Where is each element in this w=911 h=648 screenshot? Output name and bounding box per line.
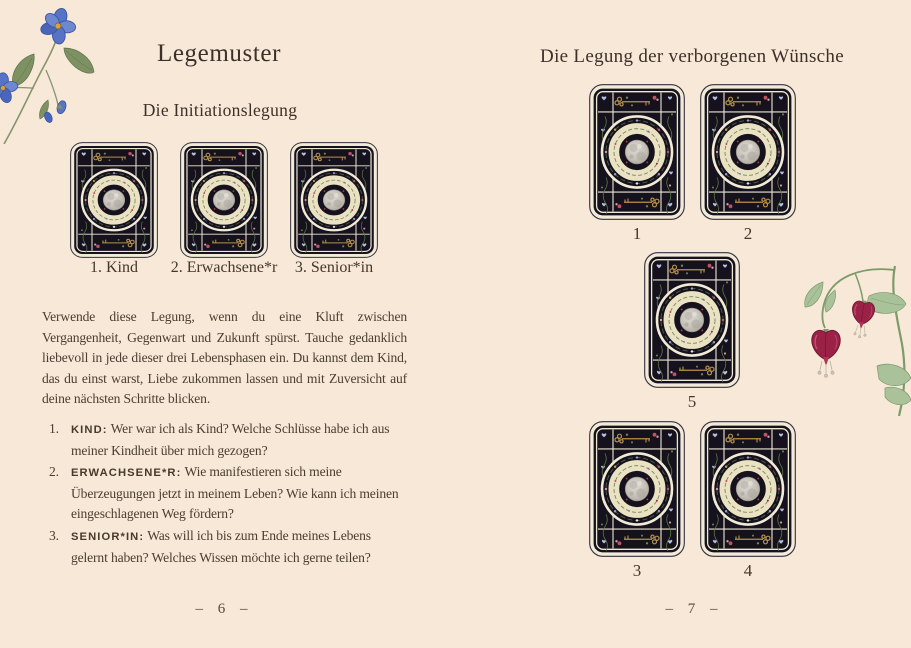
card-label-senior: 3. Senior*in bbox=[294, 259, 374, 276]
page-title: Legemuster bbox=[156, 40, 281, 67]
position-number-5: 5 bbox=[687, 392, 697, 411]
question-term: SENIOR*IN: bbox=[71, 530, 145, 543]
initiation-cards-row bbox=[70, 142, 378, 258]
wishes-card-3 bbox=[589, 421, 685, 557]
question-item-kind bbox=[42, 419, 408, 461]
card-label-erwachsene: 2. Erwachsene*r bbox=[170, 259, 278, 276]
violet-flower bbox=[39, 7, 76, 45]
question-number: 2. bbox=[49, 464, 59, 480]
position-number-4: 4 bbox=[743, 561, 753, 580]
question-item-senior bbox=[42, 526, 408, 568]
question-text: Wer war ich als Kind? Welche Schlüsse habe ich aus meiner Kindheit über mich gezogen? bbox=[71, 421, 390, 458]
question-term: ERWACHSENE*R: bbox=[71, 467, 182, 480]
wishes-card-1 bbox=[589, 84, 685, 220]
tarot-card-back-kind bbox=[70, 142, 158, 258]
wishes-card-5 bbox=[644, 252, 740, 388]
tarot-card-back-senior bbox=[290, 142, 378, 258]
violets-illustration bbox=[0, 0, 116, 144]
bleeding-heart-illustration bbox=[799, 266, 911, 416]
question-term: KIND: bbox=[71, 424, 108, 436]
questions-list bbox=[42, 419, 408, 569]
page-number-right: – 7 – bbox=[665, 601, 719, 617]
wishes-card-4 bbox=[700, 421, 796, 557]
spread-title-wishes: Die Legung der verborgenen Wünsche bbox=[540, 46, 844, 67]
intro-paragraph: Verwende diese Legung, wenn du eine Kluft zwischen Vergangenheit, Gegenwart und Zukunft spürst. Tauche gedanklich liebevoll in jede dieser drei Lebensphasen ein. Du kannst dem Kind, das du einst warst, Liebe zukommen lassen und mit Zuversicht auf deine nächsten Schritte blicken. bbox=[42, 309, 407, 407]
page-number-left: – 6 – bbox=[195, 601, 249, 617]
tarot-card-back-erwachsene bbox=[180, 142, 268, 258]
question-text: Wie manifestieren sich meine Überzeugungen jetzt in meinem Leben? Wie kann ich meinen eingeschlagenen Weg fördern? bbox=[71, 464, 399, 522]
card-label-kind: 1. Kind bbox=[90, 259, 138, 276]
question-number: 1. bbox=[49, 421, 59, 436]
card-labels-row bbox=[59, 259, 389, 277]
spread-title-initiation: Die Initiationslegung bbox=[142, 100, 298, 120]
wishes-card-2 bbox=[700, 84, 796, 220]
position-number-3: 3 bbox=[632, 561, 642, 580]
position-number-1: 1 bbox=[632, 224, 642, 243]
question-item-erwachsene bbox=[42, 462, 408, 525]
position-number-2: 2 bbox=[743, 224, 753, 243]
question-text: Was will ich bis zum Ende meines Lebens gelernt haben? Welches Wissen möchte ich gerne teilen? bbox=[71, 527, 371, 565]
question-number: 3. bbox=[49, 527, 59, 543]
